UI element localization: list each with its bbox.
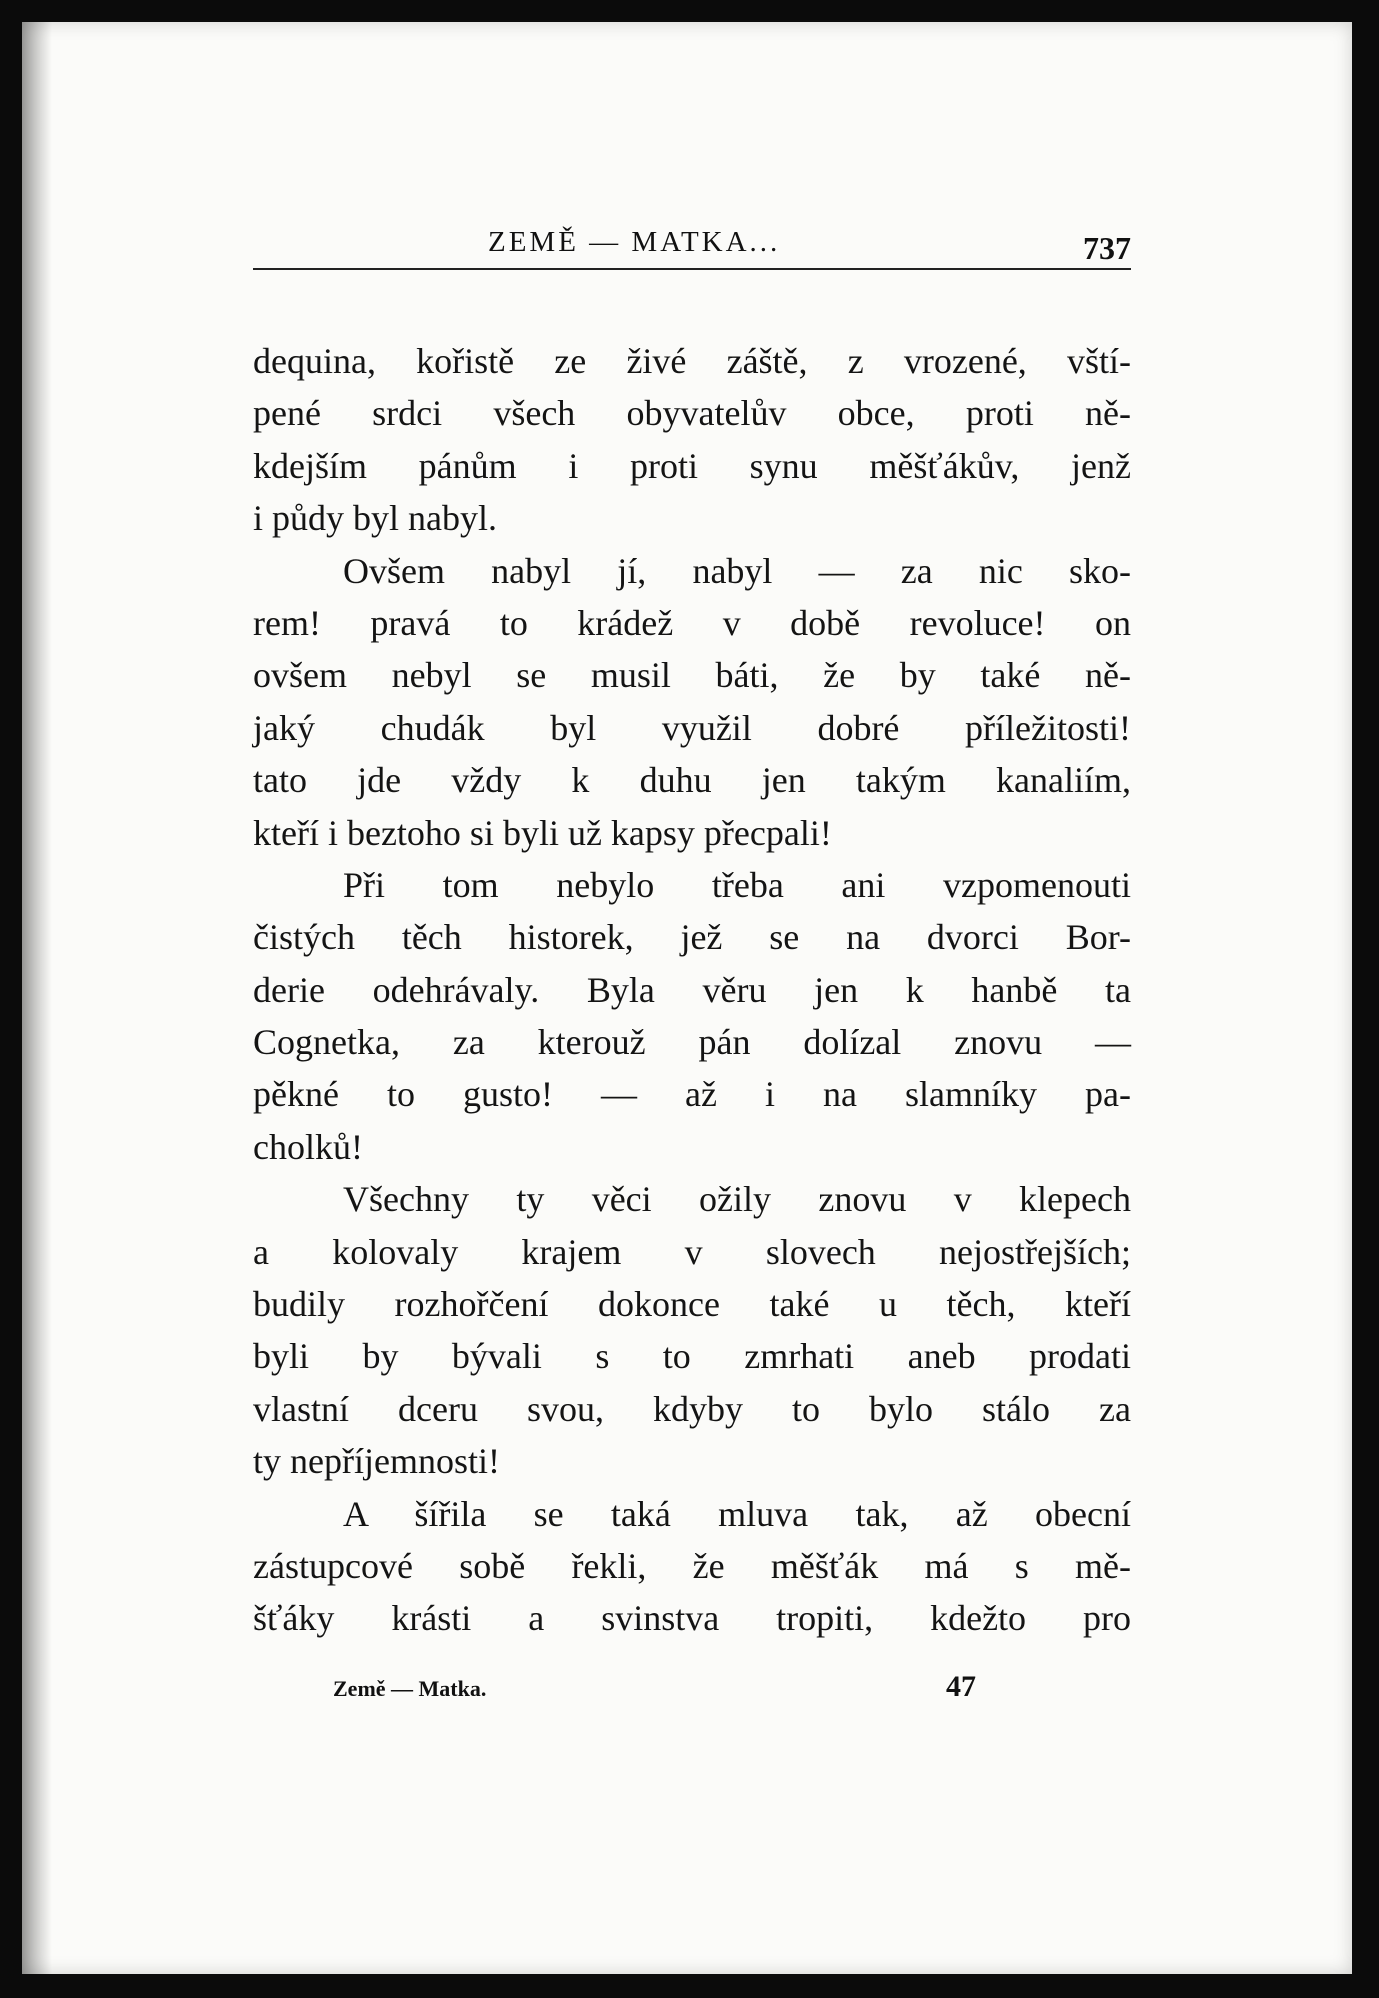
text-line: a kolovaly krajem v slovech nejostřejších; (253, 1231, 1131, 1272)
text-line: šťáky krásti a svinstva tropiti, kdežto pro (253, 1598, 1131, 1639)
page-shadow (22, 22, 52, 1974)
text-line: vlastní dceru svou, kdyby to bylo stálo za (253, 1388, 1131, 1429)
text-line: kdejším pánům i proti synu měšťákův, jenž (253, 445, 1131, 486)
page-number: 737 (1083, 230, 1131, 266)
text-line: i půdy byl nabyl. (253, 498, 497, 539)
text-line: jaký chudák byl využil dobré příležitosti! (253, 707, 1131, 748)
page-footer (253, 1668, 1131, 1708)
sheet-number: 47 (946, 1670, 976, 1703)
signature-mark: Země — Matka. (333, 1676, 487, 1701)
text-line: pěkné to gusto! — až i na slamníky pa- (253, 1074, 1131, 1115)
body-text (253, 335, 1131, 1645)
text-line: rem! pravá to krádež v době revoluce! on (253, 602, 1131, 643)
text-line: Cognetka, za kterouž pán dolízal znovu — (253, 1022, 1131, 1063)
text-line: Ovšem nabyl jí, nabyl — za nic sko- (343, 550, 1131, 591)
text-line: byli by bývali s to zmrhati aneb prodati (253, 1336, 1131, 1377)
text-line: A šířila se taká mluva tak, až obecní (343, 1493, 1131, 1534)
text-line: derie odehrávaly. Byla věru jen k hanbě ta (253, 969, 1131, 1010)
running-title: ZEMĚ — MATKA... (488, 226, 781, 258)
text-line: ty nepříjemnosti! (253, 1441, 500, 1482)
text-line: pené srdci všech obyvatelův obce, proti ně- (253, 393, 1131, 434)
text-line: zástupcové sobě řekli, že měšťák má s mě- (253, 1545, 1131, 1586)
text-line: dequina, kořistě ze živé záště, z vrozené, vští- (253, 341, 1131, 381)
text-line: tato jde vždy k duhu jen takým kanaliím, (253, 760, 1131, 801)
text-line: budily rozhořčení dokonce také u těch, kteří (253, 1284, 1131, 1325)
text-line: čistých těch historek, jež se na dvorci Bor- (253, 917, 1131, 958)
text-line: cholků! (253, 1126, 363, 1167)
text-line: ovšem nebyl se musil báti, že by také ně- (253, 655, 1131, 696)
text-line: kteří i beztoho si byli už kapsy přecpali! (253, 812, 832, 853)
running-head (253, 208, 1131, 270)
text-line: Všechny ty věci ožily znovu v klepech (343, 1179, 1131, 1220)
text-line: Při tom nebylo třeba ani vzpomenouti (343, 864, 1131, 905)
